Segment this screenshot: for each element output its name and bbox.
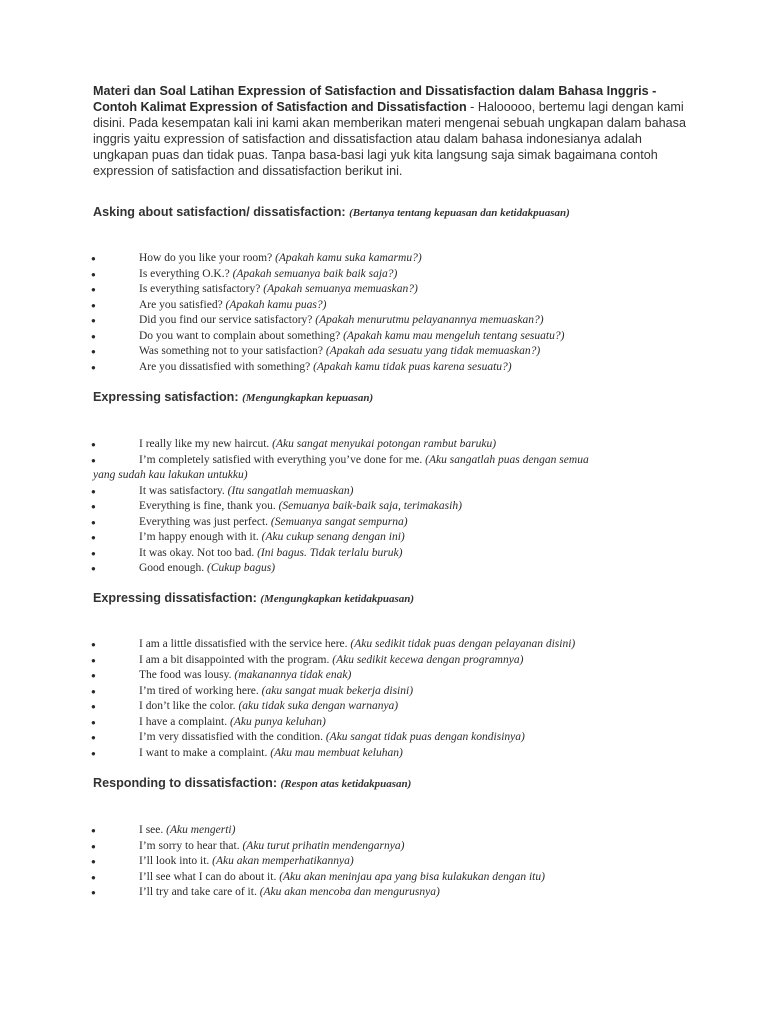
item-text — [139, 546, 679, 562]
item-text — [139, 668, 679, 684]
item-english: Do you want to complain about something? — [139, 329, 341, 342]
bullet-icon: ● — [91, 533, 96, 542]
item-translation: (Aku akan mencoba dan mengurusnya) — [259, 886, 440, 898]
bullet-icon: ● — [91, 671, 96, 680]
bullet-icon: ● — [91, 285, 96, 294]
item-text — [139, 515, 679, 531]
bullet-icon: ● — [91, 269, 96, 279]
item-translation: (Aku mau membuat keluhan) — [270, 746, 403, 759]
section-heading-asking — [93, 205, 570, 219]
item-english: Good enough. — [139, 562, 205, 574]
bullet-icon: ● — [91, 888, 96, 897]
list-asking — [0, 251, 768, 375]
list-item — [0, 313, 768, 329]
item-english: The food was lousy. — [139, 669, 232, 681]
bullet-icon: ● — [91, 502, 96, 511]
item-english: I want to make a complaint. — [139, 746, 268, 759]
list-item — [0, 684, 768, 700]
item-text — [139, 530, 679, 546]
item-text — [139, 684, 679, 700]
item-text — [139, 313, 679, 329]
item-english: I’m very dissatisfied with the condition. — [139, 731, 323, 743]
item-english: Everything is fine, thank you. — [139, 500, 276, 512]
bullet-icon: ● — [91, 517, 96, 527]
item-text — [139, 437, 679, 453]
list-item — [0, 823, 768, 839]
list-item — [0, 515, 768, 531]
item-text — [139, 453, 679, 469]
heading-text: Expressing dissatisfaction: — [93, 591, 257, 605]
item-translation: (Itu sangatlah memuaskan) — [227, 484, 354, 497]
item-text — [139, 298, 679, 314]
bullet-icon: ● — [91, 733, 96, 742]
heading-text: Expressing satisfaction: — [93, 390, 239, 404]
list-item — [0, 746, 768, 762]
item-text — [139, 282, 679, 298]
item-english: It was satisfactory. — [139, 484, 225, 497]
item-english: I am a little dissatisfied with the service here. — [139, 638, 348, 650]
heading-translation: (Mengungkapkan ketidakpuasan) — [260, 593, 415, 605]
item-translation: (Semuanya baik-baik saja, terimakasih) — [278, 500, 462, 512]
item-english: Did you find our service satisfactory? — [139, 314, 313, 326]
item-translation: (Cukup bagus) — [207, 562, 276, 574]
item-translation: (aku sangat muak bekerja disini) — [261, 684, 414, 697]
item-translation: (Apakah kamu suka kamarmu?) — [275, 252, 422, 264]
item-text — [139, 637, 679, 653]
bullet-icon: ● — [91, 748, 96, 758]
item-text — [139, 329, 679, 345]
item-text — [139, 699, 679, 715]
list-item — [0, 360, 768, 376]
bullet-icon: ● — [91, 300, 96, 310]
list-item — [0, 329, 768, 345]
item-text — [139, 561, 679, 577]
item-text — [139, 839, 679, 855]
item-english: I really like my new haircut. — [139, 438, 270, 450]
item-translation: (Apakah kamu tidak puas karena sesuatu?) — [313, 360, 512, 373]
item-translation: (Aku akan memperhatikannya) — [212, 855, 354, 867]
item-text — [139, 251, 679, 267]
item-english: Is everything satisfactory? — [139, 283, 261, 295]
bullet-icon: ● — [91, 347, 96, 356]
bullet-icon: ● — [91, 717, 96, 727]
intro-title: Materi dan Soal Latihan Expression of Satisfaction and Dissatisfaction dalam Bahasa Inggris - Contoh Kalimat Expression of Satisfaction and Dissatisfaction — [93, 84, 657, 114]
list-item — [0, 251, 768, 267]
list-item — [0, 561, 768, 577]
bullet-icon: ● — [91, 455, 96, 465]
item-translation: (Semuanya sangat sempurna) — [270, 515, 408, 528]
bullet-icon: ● — [91, 564, 96, 573]
list-item — [0, 885, 768, 901]
item-translation: (Apakah kamu puas?) — [225, 298, 327, 311]
list-item — [0, 715, 768, 731]
item-text — [139, 854, 679, 870]
item-text — [139, 484, 679, 500]
bullet-icon: ● — [91, 486, 96, 496]
item-english: I don’t like the color. — [139, 700, 236, 712]
item-translation: (Aku sedikit tidak puas dengan pelayanan disini) — [350, 638, 576, 650]
section-heading-expressing-satisfaction — [93, 390, 373, 404]
list-item — [0, 637, 768, 653]
intro-body: - Halooooo, bertemu lagi dengan kami disini. Pada kesempatan kali ini kami akan memberikan materi mengenai sebuah ungkapan dalam bahasa inggris yaitu expression of satisfaction and dissatisfaction atau dalam bahasa indonesianya adalah ungkapan puas dan tidak puas. Tanpa basa-basi lagi yuk kita langsung saja simak bagaimana contoh expression of satisfaction and dissatisfaction berikut ini. — [93, 100, 686, 178]
bullet-icon: ● — [91, 686, 96, 696]
list-item — [0, 453, 768, 484]
list-item — [0, 298, 768, 314]
heading-text: Responding to dissatisfaction: — [93, 776, 278, 790]
list-item — [0, 839, 768, 855]
list-item — [0, 546, 768, 562]
item-english: I am a bit disappointed with the program. — [139, 653, 330, 666]
item-text — [139, 499, 679, 515]
item-translation: (Apakah ada sesuatu yang tidak memuaskan?) — [325, 345, 541, 357]
item-english: Are you satisfied? — [139, 298, 223, 311]
item-english: I’ll look into it. — [139, 855, 210, 867]
list-item — [0, 699, 768, 715]
item-text — [139, 746, 679, 762]
item-translation: (aku tidak suka dengan warnanya) — [238, 700, 399, 712]
bullet-icon: ● — [91, 702, 96, 711]
item-translation: (Aku sangat tidak puas dengan kondisinya) — [325, 731, 525, 743]
intro-paragraph — [93, 83, 693, 179]
item-text — [139, 360, 679, 376]
bullet-icon: ● — [91, 548, 96, 558]
section-heading-responding — [93, 776, 411, 790]
heading-text: Asking about satisfaction/ dissatisfaction: — [93, 205, 346, 219]
list-responding — [0, 823, 768, 901]
item-english: How do you like your room? — [139, 252, 273, 264]
list-expressing-satisfaction — [0, 437, 768, 577]
list-item — [0, 484, 768, 500]
list-expressing-dissatisfaction — [0, 637, 768, 761]
item-translation-continued: yang sudah kau lakukan untukku) — [93, 469, 248, 481]
item-english: I’m happy enough with it. — [139, 531, 259, 543]
item-translation: (Apakah semuanya memuaskan?) — [263, 283, 418, 295]
item-translation: (Aku mengerti) — [166, 824, 236, 836]
item-english: Is everything O.K.? — [139, 267, 230, 280]
item-text — [139, 823, 679, 839]
item-english: I’m tired of working here. — [139, 684, 259, 697]
heading-translation: (Respon atas ketidakpuasan) — [280, 778, 412, 790]
list-item — [0, 499, 768, 515]
bullet-icon: ● — [91, 254, 96, 263]
list-item — [0, 668, 768, 684]
item-translation: (Aku cukup senang dengan ini) — [261, 531, 405, 543]
list-item — [0, 653, 768, 669]
item-english: It was okay. Not too bad. — [139, 546, 255, 559]
item-translation: (Apakah semuanya baik baik saja?) — [232, 267, 398, 280]
list-item — [0, 437, 768, 453]
item-english: Was something not to your satisfaction? — [139, 345, 323, 357]
item-translation: (Aku punya keluhan) — [230, 715, 326, 728]
list-item — [0, 530, 768, 546]
section-heading-expressing-dissatisfaction — [93, 591, 414, 605]
list-item — [0, 267, 768, 283]
item-english: Everything was just perfect. — [139, 515, 269, 528]
item-text — [139, 653, 679, 669]
item-translation: (Apakah menurutmu pelayanannya memuaskan?) — [315, 314, 544, 326]
item-translation: (Aku sangat menyukai potongan rambut baruku) — [272, 438, 497, 450]
item-translation: (Apakah kamu mau mengeluh tentang sesuatu?) — [343, 329, 565, 342]
item-english: I’ll try and take care of it. — [139, 886, 257, 898]
list-item — [0, 870, 768, 886]
bullet-icon: ● — [91, 655, 96, 665]
item-translation: (makanannya tidak enak) — [234, 669, 352, 681]
list-item — [0, 344, 768, 360]
list-item — [0, 854, 768, 870]
list-item — [0, 282, 768, 298]
item-text — [139, 870, 679, 886]
item-english: Are you dissatisfied with something? — [139, 360, 311, 373]
item-text — [139, 885, 679, 901]
item-translation: (Ini bagus. Tidak terlalu buruk) — [257, 546, 403, 559]
bullet-icon: ● — [91, 640, 96, 649]
heading-translation: (Bertanya tentang kepuasan dan ketidakpuasan) — [349, 207, 570, 219]
item-text — [139, 715, 679, 731]
bullet-icon: ● — [91, 872, 96, 882]
item-text — [139, 730, 679, 746]
item-english: I’m completely satisfied with everything you’ve done for me. — [139, 453, 423, 466]
bullet-icon: ● — [91, 362, 96, 372]
item-english: I see. — [139, 824, 164, 836]
item-translation: (Aku turut prihatin mendengarnya) — [242, 839, 405, 852]
bullet-icon: ● — [91, 857, 96, 866]
bullet-icon: ● — [91, 841, 96, 851]
item-english: I’ll see what I can do about it. — [139, 870, 277, 883]
item-english: I’m sorry to hear that. — [139, 839, 240, 852]
bullet-icon: ● — [91, 826, 96, 835]
list-item — [0, 730, 768, 746]
heading-translation: (Mengungkapkan kepuasan) — [242, 392, 374, 404]
item-translation: (Aku sangatlah puas dengan semua — [425, 453, 589, 466]
item-translation: (Aku sedikit kecewa dengan programnya) — [332, 653, 524, 666]
item-text — [139, 344, 679, 360]
item-text — [139, 267, 679, 283]
bullet-icon: ● — [91, 440, 96, 449]
bullet-icon: ● — [91, 316, 96, 325]
bullet-icon: ● — [91, 331, 96, 341]
item-translation: (Aku akan meninjau apa yang bisa kulakukan dengan itu) — [279, 870, 545, 883]
item-english: I have a complaint. — [139, 715, 228, 728]
